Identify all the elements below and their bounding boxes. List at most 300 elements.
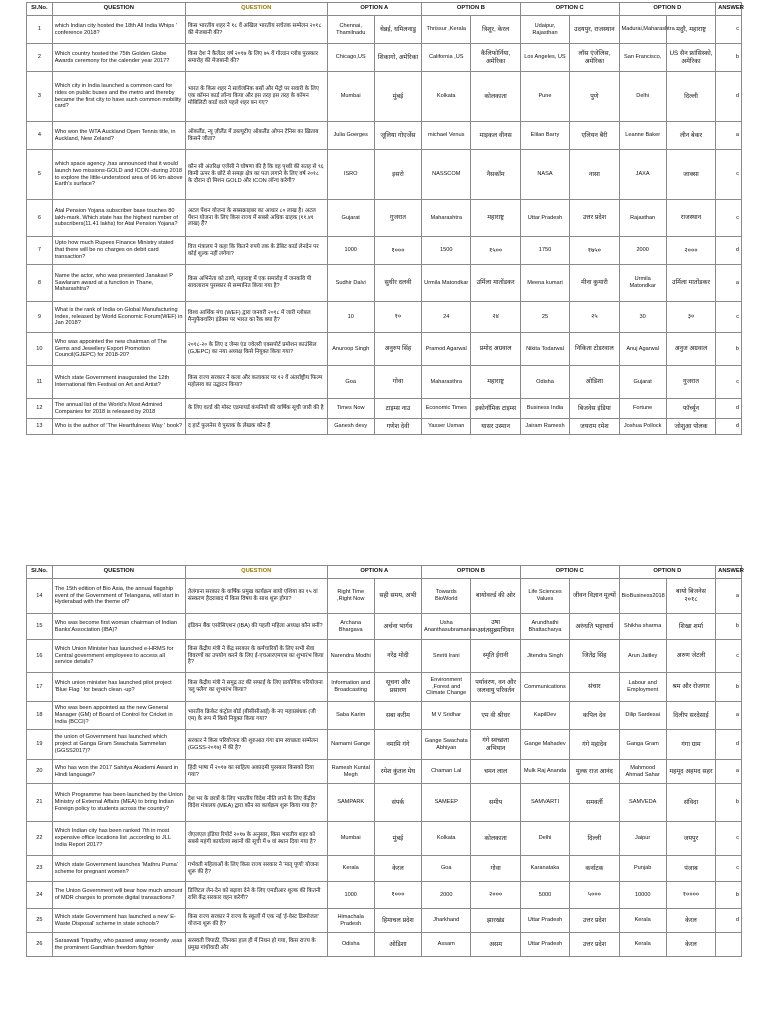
option-d-english: Madurai,Maharashtra — [619, 16, 666, 44]
option-d-hindi: अनुज अग्रवाल — [666, 333, 715, 366]
option-a-english: Ramesh Kuntal Megh — [327, 760, 374, 784]
answer-cell: a — [716, 122, 742, 150]
option-a-hindi: अर्चना भार्गव — [374, 614, 421, 640]
table-row — [27, 333, 742, 366]
serial-number: 19 — [27, 730, 53, 760]
option-d-english: Punjab — [619, 856, 666, 882]
option-d-english: Kerala — [619, 933, 666, 957]
quiz-table-1 — [26, 2, 742, 435]
option-a-hindi: जूलिया गोएर्जेस — [374, 122, 421, 150]
option-c-hindi: कपिल देव — [570, 702, 619, 730]
serial-number: 23 — [27, 856, 53, 882]
serial-number: 6 — [27, 200, 53, 237]
table-row — [27, 614, 742, 640]
option-a-hindi: १००० — [374, 237, 421, 265]
quiz-table-2 — [26, 565, 742, 957]
answer-cell: c — [716, 200, 742, 237]
option-b-english: Assam — [422, 933, 471, 957]
answer-cell: c — [716, 302, 742, 333]
answer-cell: a — [716, 265, 742, 302]
serial-number: 5 — [27, 150, 53, 200]
option-b-hindi: स्मृति ईरानी — [471, 640, 520, 673]
header-question-hindi: QUESTION — [185, 566, 327, 579]
option-b-english: Kolkata — [422, 822, 471, 856]
table-row — [27, 150, 742, 200]
question-hindi: वित्त मंत्रालय ने कहा कि कितने रुपये तक के डेबिट कार्ड लेनदेन पर कोई शुल्क नहीं लगेगा? — [185, 237, 327, 265]
question-english: which space agency ,has announced that it would launch two missions-GOLD and ICON -during 2018 to explore the little-understood area of 96 km above Earth's surface? — [52, 150, 185, 200]
option-b-hindi: २००० — [471, 882, 520, 909]
option-d-hindi: जयपुर — [666, 822, 715, 856]
header-answer: ANSWER — [716, 566, 742, 579]
option-b-english: Towards BioWorld — [422, 579, 471, 614]
option-a-english: Ganesh devy — [327, 419, 374, 435]
option-b-hindi: कोलकाता — [471, 72, 520, 122]
option-a-english: ISRO — [327, 150, 374, 200]
table-row — [27, 579, 742, 614]
quiz-sheet-1 — [26, 2, 742, 435]
question-hindi: जेएलएल इंडिया रिपोर्ट २०१७ के अनुसार, किस भारतीय शहर को सबसे महंगी कार्यालय स्थानों की सूची में ७ वां स्थान दिया गया है? — [185, 822, 327, 856]
option-a-hindi: संपर्क — [374, 784, 421, 822]
option-a-hindi: गोवा — [374, 366, 421, 399]
option-b-hindi: माइकल वीनस — [471, 122, 520, 150]
option-d-english: Rajasthan — [619, 200, 666, 237]
option-a-hindi: ओडिशा — [374, 933, 421, 957]
option-b-hindi: कोलकाता — [471, 822, 520, 856]
option-c-english: Arundhathi Bhattacharya — [520, 614, 569, 640]
option-c-hindi: जीवन विज्ञान मूल्यों — [570, 579, 619, 614]
answer-cell: a — [716, 702, 742, 730]
header-row — [27, 566, 742, 579]
option-c-english: Uttar Pradesh — [520, 933, 569, 957]
table-row — [27, 366, 742, 399]
option-c-hindi: कर्नाटक — [570, 856, 619, 882]
header-option-d: OPTION D — [619, 3, 716, 16]
option-b-english: 24 — [422, 302, 471, 333]
quiz-body-1 — [27, 16, 742, 435]
serial-number: 1 — [27, 16, 53, 44]
question-hindi: इंडियन बैंक एसोसिएशन (IBA) की पहली महिला अध्यक्ष कौन बनीं? — [185, 614, 327, 640]
header-option-d: OPTION D — [619, 566, 716, 579]
option-d-hindi: लीन बेकर — [666, 122, 715, 150]
question-english: What is the rank of India on Global Manufacturing Index, released by World Economic Forum(WEF) in Jan 2018? — [52, 302, 185, 333]
header-option-b: OPTION B — [422, 566, 521, 579]
option-c-hindi: दिल्ली — [570, 822, 619, 856]
question-english: Which Union Minister has launched e-HRMS for Central government employees to access all service details? — [52, 640, 185, 673]
option-c-english: Uttar Pradesh — [520, 200, 569, 237]
question-hindi: हिंदी भाषा में २०१७ का साहित्य अकादमी पुरस्कार किसको दिया गया? — [185, 760, 327, 784]
option-c-hindi: १७५० — [570, 237, 619, 265]
option-a-english: Archana Bhargava — [327, 614, 374, 640]
option-b-hindi: झारखंड — [471, 909, 520, 933]
table-row — [27, 237, 742, 265]
answer-cell: a — [716, 579, 742, 614]
answer-cell: c — [716, 856, 742, 882]
answer-cell: b — [716, 44, 742, 72]
option-b-english: Thrissur ,Kerala — [422, 16, 471, 44]
serial-number: 2 — [27, 44, 53, 72]
question-english: Who has won the 2017 Sahitya Akademi Award in Hindi language? — [52, 760, 185, 784]
option-b-english: California ,US — [422, 44, 471, 72]
question-english: Which city in India launched a common card for rides on public buses and the metro and thereby became the first city to have such common mobility card? — [52, 72, 185, 122]
option-b-hindi: पर्यावरण, वन और जलवायु परिवर्तन — [471, 673, 520, 702]
option-d-english: Dilip Sardesai — [619, 702, 666, 730]
option-a-english: Chicago,US — [327, 44, 374, 72]
serial-number: 18 — [27, 702, 53, 730]
option-a-hindi: चेन्नई, धमिलनाडु — [374, 16, 421, 44]
table-row — [27, 784, 742, 822]
answer-cell: b — [716, 784, 742, 822]
option-a-hindi: नमामि गंगे — [374, 730, 421, 760]
option-b-english: Usha Ananthasubramanian — [422, 614, 471, 640]
option-c-hindi: उत्तर प्रदेश — [570, 933, 619, 957]
question-english: The Union Government will bear how much amount of MDR charges to promote digital transactions? — [52, 882, 185, 909]
question-english: Who was appointed the new chairman of The Gems and Jewellery Export Promotion Council(GJEPC) for 2018-20? — [52, 333, 185, 366]
option-b-hindi: समीप — [471, 784, 520, 822]
header-question-hindi: QUESTION — [185, 3, 327, 16]
header-row — [27, 3, 742, 16]
option-d-hindi: संविदा — [666, 784, 715, 822]
option-b-hindi: गोवा — [471, 856, 520, 882]
answer-cell: d — [716, 399, 742, 419]
option-d-hindi: राजस्थान — [666, 200, 715, 237]
option-d-english: 10000 — [619, 882, 666, 909]
option-c-hindi: ओडिशा — [570, 366, 619, 399]
question-hindi: के लिए वर्ल्ड की मोस्ट एडमायर्ड कंपनियों की वार्षिक सूची जारी की है — [185, 399, 327, 419]
option-c-english: Gange Mahadev — [520, 730, 569, 760]
option-d-english: Leanne Baker — [619, 122, 666, 150]
serial-number: 14 — [27, 579, 53, 614]
option-a-english: Julia Goerges — [327, 122, 374, 150]
option-d-hindi: २००० — [666, 237, 715, 265]
serial-number: 4 — [27, 122, 53, 150]
answer-cell: d — [716, 730, 742, 760]
option-b-english: Smriti Irani — [422, 640, 471, 673]
serial-number: 20 — [27, 760, 53, 784]
option-d-hindi: जोशुआ पोलक — [666, 419, 715, 435]
answer-cell: a — [716, 760, 742, 784]
option-b-hindi: गंगे स्वच्छता अभियान — [471, 730, 520, 760]
table-row — [27, 265, 742, 302]
header-option-c: OPTION C — [520, 566, 619, 579]
option-b-hindi: चमन लाल — [471, 760, 520, 784]
option-b-hindi: इकोनॉमिक टाइम्स — [471, 399, 520, 419]
question-english: Who was been appointed as the new General Manager (GM) of Board of Control for Cricket in India (BCCI)? — [52, 702, 185, 730]
option-c-hindi: अरुंधति भट्टाचार्य — [570, 614, 619, 640]
option-b-english: Maharashtra — [422, 200, 471, 237]
option-d-english: Kerala — [619, 909, 666, 933]
option-d-english: JAXA — [619, 150, 666, 200]
option-c-hindi: उदयपुर, राजस्थान — [570, 16, 619, 44]
option-a-hindi: सुधीर दलवी — [374, 265, 421, 302]
option-b-hindi: उषा अनंतसुब्रमणियन — [471, 614, 520, 640]
option-a-hindi: १००० — [374, 882, 421, 909]
option-b-hindi: उर्मिला मातोंडकर — [471, 265, 520, 302]
answer-cell: b — [716, 673, 742, 702]
answer-cell: c — [716, 640, 742, 673]
option-b-english: michael Venus — [422, 122, 471, 150]
option-c-english: Odisha — [520, 366, 569, 399]
option-d-english: Joshua Pollock — [619, 419, 666, 435]
table-row — [27, 302, 742, 333]
option-a-english: Chennai, Thamilnadu — [327, 16, 374, 44]
table-row — [27, 822, 742, 856]
header-answer: ANSWER — [716, 3, 742, 16]
option-a-hindi: गुजरात — [374, 200, 421, 237]
option-b-english: 2000 — [422, 882, 471, 909]
option-a-english: Mumbai — [327, 72, 374, 122]
question-english: Who was become first woman chairman of Indian Banks'Association (IBA)? — [52, 614, 185, 640]
question-hindi: सरस्वती त्रिपाठी, जिनका हाल ही में निधन हो गया, किस राज्य के प्रमुख गांधीवादी और — [185, 933, 327, 957]
option-d-english: Anuj Agarwal — [619, 333, 666, 366]
option-c-hindi: ५००० — [570, 882, 619, 909]
question-hindi: गर्भवती महिलाओं के लिए किस राज्य सरकार ने 'मातृ पूर्णा' योजना शुरू की है? — [185, 856, 327, 882]
option-d-english: SAMVEDA — [619, 784, 666, 822]
option-b-english: NASSCOM — [422, 150, 471, 200]
option-d-english: San Francisco, — [619, 44, 666, 72]
question-hindi: डिजिटल लेन-देन को बढ़ावा देने के लिए एमडीआर शुल्क की कितनी राशि केंद्र सरकार वहन करेगी? — [185, 882, 327, 909]
option-d-english: Jaipur — [619, 822, 666, 856]
option-d-hindi: मदुरै, महाराष्ट्र — [666, 16, 715, 44]
option-c-english: Jairam Ramesh — [520, 419, 569, 435]
option-c-english: KapilDev — [520, 702, 569, 730]
question-hindi: सरकार ने किस परियोजना की शुरुआत गंगा ग्राम स्वच्छता सम्मेलन (GGSS-२०१७) में की है? — [185, 730, 327, 760]
option-a-hindi: हिमाचल प्रदेश — [374, 909, 421, 933]
option-c-english: Business India — [520, 399, 569, 419]
option-d-hindi: अरुण जेटली — [666, 640, 715, 673]
answer-cell: d — [716, 909, 742, 933]
option-d-hindi: केरल — [666, 933, 715, 957]
option-d-hindi: ३० — [666, 302, 715, 333]
option-c-hindi: एलियन बैरी — [570, 122, 619, 150]
option-a-hindi: मुंबई — [374, 72, 421, 122]
table-row — [27, 44, 742, 72]
option-c-hindi: उत्तर प्रदेश — [570, 200, 619, 237]
option-d-hindi: फॉर्च्यून — [666, 399, 715, 419]
option-d-english: 30 — [619, 302, 666, 333]
option-d-english: Urmila Matondkar — [619, 265, 666, 302]
answer-cell: c — [716, 822, 742, 856]
option-c-hindi: समवर्ती — [570, 784, 619, 822]
option-d-english: Gujarat — [619, 366, 666, 399]
question-hindi: किस अभिनेता को ठाणे, महाराष्ट्र में एक समारोह में जनकवि पी सावलाराम पुरस्कार से सम्मानित किया गया है? — [185, 265, 327, 302]
option-c-english: Meena kumari — [520, 265, 569, 302]
answer-cell: d — [716, 237, 742, 265]
option-b-english: Environment ,Forest and Climate Change — [422, 673, 471, 702]
option-d-hindi: शिखा शर्मा — [666, 614, 715, 640]
option-c-hindi: पुणे — [570, 72, 619, 122]
header-option-a: OPTION A — [327, 566, 421, 579]
serial-number: 3 — [27, 72, 53, 122]
question-english: Which Programme has been launched by the Union Ministry of External Affairs (MEA) to bring Indian Foreign policy to students across the country? — [52, 784, 185, 822]
header-question-english: QUESTION — [52, 566, 185, 579]
question-english: Atal Pension Yojana subscriber base touches 80 lakh-mark. Which state has the highest number of subscribers(11.41 lakhs) for Atal Pension Yojana? — [52, 200, 185, 237]
option-c-hindi: मुल्क राज आनंद — [570, 760, 619, 784]
question-english: Who is the author of 'The Heartfulness Way ' book? — [52, 419, 185, 435]
option-b-english: Kolkata — [422, 72, 471, 122]
option-c-english: Nikita Todarwal — [520, 333, 569, 366]
option-b-english: Urmila Matondkar — [422, 265, 471, 302]
question-english: Which state Government has launched a new' E-Waste Disposal' scheme in state schools? — [52, 909, 185, 933]
table-row — [27, 882, 742, 909]
question-english: The 15th edition of Bio Asia, the annual flagship event of the Government of Telangana, will start in Hyderabad with the theme of? — [52, 579, 185, 614]
option-a-english: Saba Karim — [327, 702, 374, 730]
option-d-english: Mahmood Ahmad Sahar — [619, 760, 666, 784]
option-a-english: Times Now — [327, 399, 374, 419]
option-d-hindi: श्रम और रोजगार — [666, 673, 715, 702]
option-b-english: Pramod Agarwal — [422, 333, 471, 366]
header-sl: Sl.No. — [27, 566, 53, 579]
serial-number: 26 — [27, 933, 53, 957]
option-c-english: NASA — [520, 150, 569, 200]
option-b-english: Economic Times — [422, 399, 471, 419]
answer-cell: c — [716, 366, 742, 399]
serial-number: 25 — [27, 909, 53, 933]
quiz-body-2 — [27, 579, 742, 957]
option-d-hindi: महमूद अहमद सहर — [666, 760, 715, 784]
header-option-b: OPTION B — [422, 3, 521, 16]
table-row — [27, 673, 742, 702]
option-a-hindi: मुंबई — [374, 822, 421, 856]
option-c-english: 5000 — [520, 882, 569, 909]
quiz-sheet-2 — [26, 565, 742, 957]
question-hindi: किस राज्य सरकार ने कला और कलाकार पर १२ वें अंतर्राष्ट्रीय फिल्म महोत्सव का उद्घाटन किया? — [185, 366, 327, 399]
table-row — [27, 760, 742, 784]
answer-cell: d — [716, 72, 742, 122]
option-a-english: Information and Broadcasting — [327, 673, 374, 702]
option-c-english: Jitendra Singh — [520, 640, 569, 673]
option-a-english: Kerala — [327, 856, 374, 882]
option-a-hindi: सही समय, अभी — [374, 579, 421, 614]
option-d-hindi: दिलीप सरदेसाई — [666, 702, 715, 730]
option-a-hindi: गणेश देवी — [374, 419, 421, 435]
answer-cell: b — [716, 333, 742, 366]
option-a-hindi: केरल — [374, 856, 421, 882]
option-b-hindi: त्रिशूर, केरल — [471, 16, 520, 44]
option-c-hindi: संचार — [570, 673, 619, 702]
serial-number: 8 — [27, 265, 53, 302]
option-c-hindi: उत्तर प्रदेश — [570, 909, 619, 933]
serial-number: 24 — [27, 882, 53, 909]
option-a-english: 1000 — [327, 882, 374, 909]
option-a-english: Namami Gange — [327, 730, 374, 760]
option-d-english: Shikha sharma — [619, 614, 666, 640]
option-c-english: SAMVARTI — [520, 784, 569, 822]
option-c-english: 1750 — [520, 237, 569, 265]
question-english: Which state Government inaugurated the 12th International film Festival on Art and Artist? — [52, 366, 185, 399]
option-c-hindi: २५ — [570, 302, 619, 333]
header-option-a: OPTION A — [327, 3, 421, 16]
option-d-english: Ganga Gram — [619, 730, 666, 760]
option-a-hindi: अनुरुप सिंह — [374, 333, 421, 366]
option-b-hindi: नैसकॉम — [471, 150, 520, 200]
option-b-hindi: महाराष्ट्र — [471, 366, 520, 399]
question-hindi: कौन सी अंतरिक्ष एजेंसी ने घोषणा की है कि वह पृथ्वी की सतह से ९६ किमी ऊपर के छोटे से समझ क्षेत्र का पता लगाने के लिए वर्ष २०१८ के दौरान दो मिशन GOLD और ICON लॉन्च करेगी? — [185, 150, 327, 200]
question-hindi: भारतीय क्रिकेट कंट्रोल बोर्ड (बीसीसीआई) के नए महाप्रबंधक (जी एम) के रूप में किसे नियुक्त किया गया? — [185, 702, 327, 730]
option-b-hindi: महाराष्ट्र — [471, 200, 520, 237]
serial-number: 10 — [27, 333, 53, 366]
question-hindi: द हार्ट फुलनेस वे पुस्तक के लेखक कौन हैं — [185, 419, 327, 435]
option-c-english: 25 — [520, 302, 569, 333]
option-d-hindi: पंजाब — [666, 856, 715, 882]
question-english: Saraswati Tripathy, who passed away recently ,was the prominent Gandhian freedom fighter — [52, 933, 185, 957]
option-a-english: SAMPARK — [327, 784, 374, 822]
option-a-english: Narendra Modhi — [327, 640, 374, 673]
serial-number: 17 — [27, 673, 53, 702]
option-a-english: Mumbai — [327, 822, 374, 856]
option-c-english: Los Angeles, US — [520, 44, 569, 72]
question-english: Name the actor, who was presented Janakavi P Sawlaram award at a function in Thane, Maharashtra? — [52, 265, 185, 302]
serial-number: 15 — [27, 614, 53, 640]
option-d-english: BioBusiness2018 — [619, 579, 666, 614]
header-question-english: QUESTION — [52, 3, 185, 16]
option-d-english: Delhi — [619, 72, 666, 122]
question-hindi: किस राज्य सरकार ने राज्य के स्कूलों में एक नई 'ई-वेस्ट डिस्पोजल' योजना शुरू की है? — [185, 909, 327, 933]
option-d-hindi: केरल — [666, 909, 715, 933]
option-b-english: SAMEEP — [422, 784, 471, 822]
option-c-hindi: गंगे महादेव — [570, 730, 619, 760]
serial-number: 21 — [27, 784, 53, 822]
option-a-english: 10 — [327, 302, 374, 333]
option-c-english: Communications — [520, 673, 569, 702]
table-row — [27, 419, 742, 435]
option-b-english: Chaman Lal — [422, 760, 471, 784]
option-d-hindi: उर्मिला मातोंडकर — [666, 265, 715, 302]
option-c-english: Karanataka — [520, 856, 569, 882]
option-c-english: Elilan Barry — [520, 122, 569, 150]
option-c-english: Mulk Raj Ananda — [520, 760, 569, 784]
option-b-hindi: एम वी श्रीधर — [471, 702, 520, 730]
answer-cell: c — [716, 16, 742, 44]
serial-number: 12 — [27, 399, 53, 419]
option-c-english: Udaipur, Rajasthan — [520, 16, 569, 44]
header-sl: Sl.No. — [27, 3, 53, 16]
option-c-english: Delhi — [520, 822, 569, 856]
option-a-english: Himachala Pradesh — [327, 909, 374, 933]
option-a-hindi: १० — [374, 302, 421, 333]
question-english: The annual list of the World's Most Admired Companies for 2018 is released by 2018 — [52, 399, 185, 419]
question-hindi: ऑकलैंड, न्यू ज़ीलैंड में डब्ल्यूटीए ऑकलैंड ओपन टेनिस का ख़िताब किसने जीता? — [185, 122, 327, 150]
question-english: which Indian city hosted the 18th All India Whips ' conference 2018? — [52, 16, 185, 44]
serial-number: 11 — [27, 366, 53, 399]
option-a-hindi: शिकागो, अमेरिका — [374, 44, 421, 72]
question-hindi: किस देश ने कैलेंडर वर्ष २०१७ के लिए ७५ वें गोल्डन ग्लोब पुरस्कार समारोह की मेजबानी की? — [185, 44, 327, 72]
option-c-hindi: मीना कुमारी — [570, 265, 619, 302]
option-b-english: 1500 — [422, 237, 471, 265]
table-row — [27, 702, 742, 730]
answer-cell — [716, 933, 742, 957]
table-row — [27, 72, 742, 122]
option-d-english: Arun Jaitley — [619, 640, 666, 673]
table-row — [27, 730, 742, 760]
option-c-english: Life Sciences Values — [520, 579, 569, 614]
option-a-english: Gujarat — [327, 200, 374, 237]
option-b-english: Jharkhand — [422, 909, 471, 933]
option-d-hindi: १०००० — [666, 882, 715, 909]
option-b-hindi: बायोवर्ल्ड की ओर — [471, 579, 520, 614]
option-b-english: Yasser Usman — [422, 419, 471, 435]
answer-cell: b — [716, 882, 742, 909]
question-english: Which state Government launches 'Mathru Purna' scheme for pregnant women? — [52, 856, 185, 882]
option-b-english: M V Sridhar — [422, 702, 471, 730]
option-c-english: Uttar Pradesh — [520, 909, 569, 933]
serial-number: 13 — [27, 419, 53, 435]
option-b-hindi: प्रमोद अग्रवाल — [471, 333, 520, 366]
option-a-english: 1000 — [327, 237, 374, 265]
option-c-hindi: निकिता टोडरवाल — [570, 333, 619, 366]
question-english: the union of Government has launched which project at Ganga Gram Swachata Sammelan (GGSS2017)? — [52, 730, 185, 760]
question-hindi: भारत के किस शहर ने सार्वजनिक बसों और मेट्रो पर सवारी के लिए एक कॉमन कार्ड लॉन्च किया और इस तरह इस तरह के कॉमन मोबिलिटी कार्ड वाले पहले शहर बन गए? — [185, 72, 327, 122]
serial-number: 22 — [27, 822, 53, 856]
